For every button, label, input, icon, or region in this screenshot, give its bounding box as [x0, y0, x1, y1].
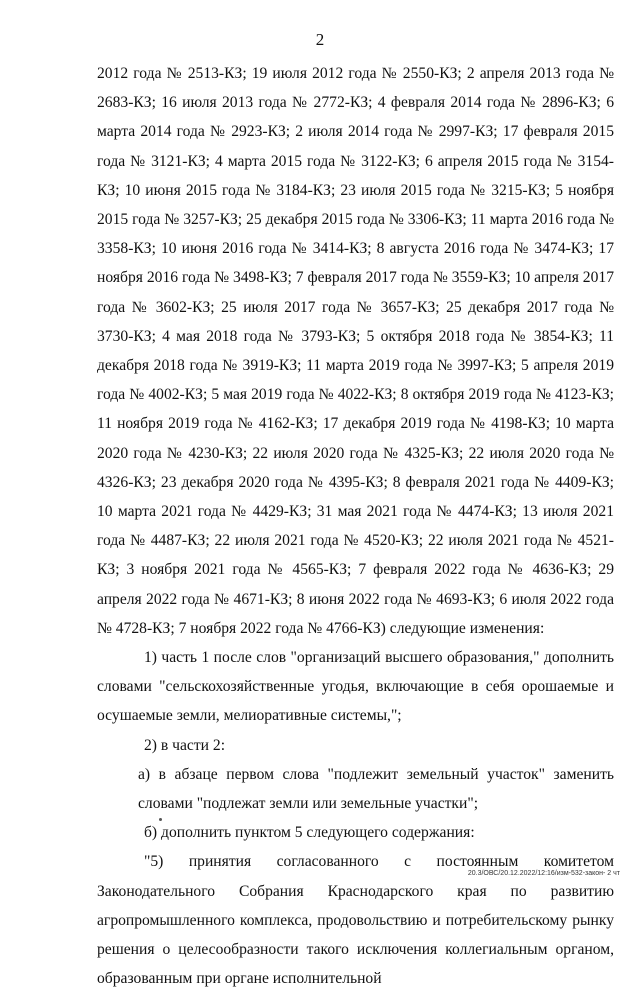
amendments-list-paragraph: 2012 года № 2513-КЗ; 19 июля 2012 года № 2550-КЗ; 2 апреля 2013 года № 2683-КЗ; 16 июля 2013 года № 2772-КЗ; 4 февраля 2014 года № 2896-КЗ; 6 марта 2014 года № 2923-КЗ; 2 июля 2014 года № 2997-КЗ; 17 февраля 2015 года № 3121-КЗ; 4 марта 2015 года № 3122-КЗ; 6 апреля 2015 года № 3154-КЗ; 10 июня 2015 года № 3184-КЗ; 23 июля 2015 года № 3215-КЗ; 5 ноября 2015 года № 3257-КЗ; 25 декабря 2015 года № 3306-КЗ; 11 марта 2016 года № 3358-КЗ; 10 июня 2016 года № 3414-КЗ; 8 августа 2016 года № 3474-КЗ; 17 ноября 2016 года № 3498-КЗ; 7 февраля 2017 года № 3559-КЗ; 10 апреля 2017 года № 3602-КЗ; 25 июля 2017 года № 3657-КЗ; 25 декабря 2017 года № 3730-КЗ; 4 мая 2018 года № 3793-КЗ; 5 октября 2018 года № 3854-КЗ; 11 декабря 2018 года № 3919-КЗ; 11 марта 2019 года № 3997-КЗ; 5 апреля 2019 года № 4002-КЗ; 5 мая 2019 года № 4022-КЗ; 8 октября 2019 года № 4123-КЗ; 11 ноября 2019 года № 4162-КЗ; 17 декабря 2019 года № 4198-КЗ; 10 марта 2020 года № 4230-КЗ; 22 июля 2020 года № 4325-КЗ; 22 июля 2020 года № 4326-КЗ; 23 декабря 2020 года № 4395-КЗ; 8 февраля 2021 года № 4409-КЗ; 10 марта 2021 года № 4429-КЗ; 31 мая 2021 года № 4474-КЗ; 13 июля 2021 года № 4487-КЗ; 22 июля 2021 года № 4520-КЗ; 22 июля 2021 года № 4521-КЗ; 3 ноября 2021 года № 4565-КЗ; 7 февраля 2022 года № 4636-КЗ; 29 апреля 2022 года № 4671-КЗ; 8 июня 2022 года № 4693-КЗ; 6 июля 2022 года № 4728-КЗ; 7 ноября 2022 года № 4766-КЗ) следующие изменения: — [97, 65, 614, 637]
item-1-paragraph: 1) часть 1 после слов "организаций высшего образования," дополнить словами "сельскохозяйственные угодья, включающие в себя орошаемые и осушаемые земли, мелиоративные системы,"; — [97, 649, 614, 725]
item-5-paragraph: "5) принятия согласованного с постоянным комитетом Законодательного Собрания Краснодарского края по развитию агропромышленного комплекса, продовольствию и потребительскому рынку решения о целесообразности такого исключения коллегиальным органом, образованным при органе исполнительной — [97, 853, 614, 988]
page-number: 2 — [315, 30, 325, 49]
scan-mark — [159, 818, 162, 821]
item-2b-paragraph: б) дополнить пунктом 5 следующего содержания: — [144, 824, 475, 842]
item-2a-paragraph: а) в абзаце первом слова "подлежит земельный участок" заменить словами "подлежат земли или земельные участки"; — [138, 765, 614, 813]
footer-document-code: 20.3/ОВС/20.12.2022/12:16/изм-532-закон- 2 чт — [467, 870, 620, 877]
item-2-paragraph: 2) в части 2: — [144, 736, 226, 754]
document-body — [97, 59, 614, 994]
